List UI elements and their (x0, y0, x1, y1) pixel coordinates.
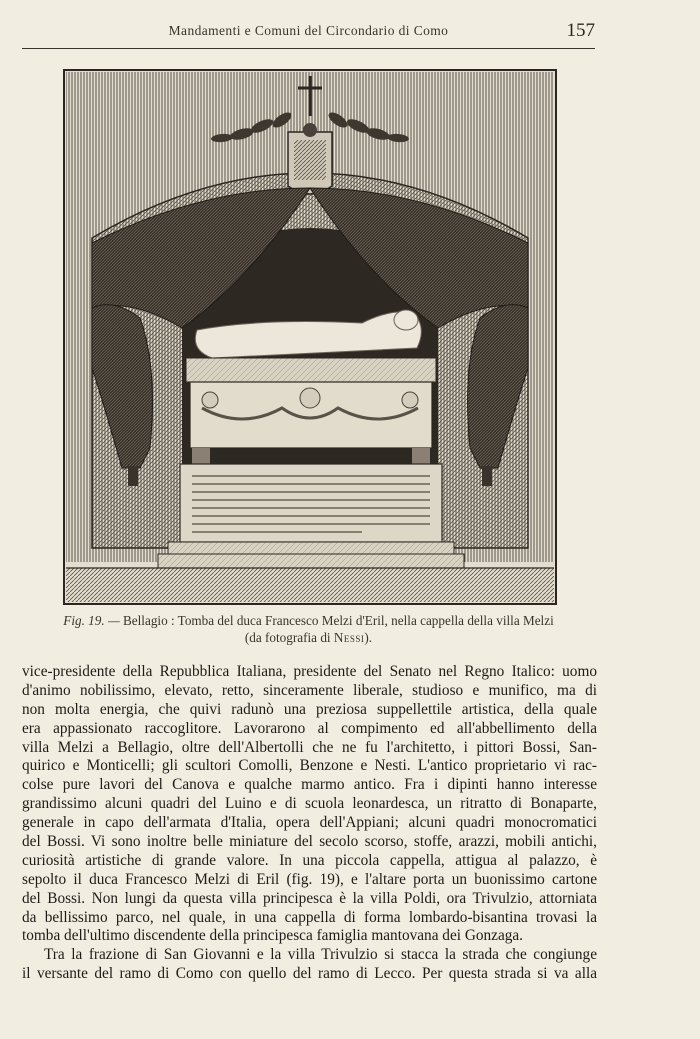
cherub-head-right (402, 392, 418, 408)
tomb-illustration (62, 68, 558, 606)
body-text (22, 663, 597, 984)
text-line: era appassionato raccoglitore. Lavorarono al compimento ed all'abbellimento della (22, 719, 597, 737)
text-line: curiosità artistiche di grande valore. In una piccola cappella, attigua al palazzo, è (22, 851, 597, 869)
text-line: tomba dell'ultimo discendente della principesca famiglia mantovana dei Gonzaga. (22, 927, 524, 945)
text-line: d'animo nobilissimo, elevato, retto, sinceramente liberale, studioso e munifico, ma di (22, 681, 597, 699)
floor (66, 568, 554, 602)
page-number: 157 (566, 20, 595, 41)
cherub-head (300, 388, 320, 408)
text-line: grandissimo alcuni quadri del Luino e di scuola leonardesca, un ritratto di Bonaparte, (22, 795, 597, 813)
text-line: generale in capo dell'armata d'Italia, opera dell'Appiani; alcuni quadri monocromatici (22, 814, 597, 832)
step-upper (168, 542, 454, 554)
cherub-head-left (202, 392, 218, 408)
step-lower (158, 554, 464, 568)
running-title: Mandamenti e Comuni del Circondario di Como (168, 23, 449, 38)
photographer-name: Nessi (333, 630, 365, 645)
text-line: il versante del ramo di Como con quello del ramo di Lecco. Per questa strada si va alla (22, 965, 597, 983)
figure-label: Fig. 19. — (63, 613, 120, 628)
text-line: sepolto il duca Francesco Melzi di Eril (fig. 19), e l'altare porta un buonissimo cartone (22, 870, 597, 888)
page-header (22, 20, 595, 49)
coat-of-arms (288, 123, 332, 194)
sarcophagus-lid (186, 358, 436, 382)
text-line: Tra la frazione di San Giovanni e la villa Trivulzio si stacca la strada che congiunge (44, 946, 597, 964)
caption-line-1 (22, 612, 595, 629)
caption-text: Bellagio : Tomba del duca Francesco Melzi d'Eril, nella cappella della villa Melzi (122, 613, 554, 628)
caption-line-2: (da fotografia di Nessi). (244, 630, 373, 645)
text-line: colse pure lavori del Canova e qualche marmo antico. Fra i dipinti hanno interesse (22, 776, 597, 794)
text-line: da bellissimo parco, nel quale, in una cappella di forma lombardo-bisantina trovasi la (22, 908, 597, 926)
text-line: quirico e Monticelli; gli scultori Comolli, Benzone e Nesti. L'antico proprietario vi rac- (22, 757, 597, 775)
text-line: del Bossi. Vi sono inoltre belle miniature del secolo scorso, stoffe, arazzi, mobili antichi, (22, 833, 597, 851)
text-line: villa Melzi a Bellagio, oltre dell'Albertolli che ne fu l'architetto, i pittori Bossi, San- (22, 738, 597, 756)
figure-caption (22, 612, 595, 646)
text-line: del Bossi. Non lungi da questa villa principesca è la villa Poldi, ora Trivulzio, attorniata (22, 889, 597, 907)
text-line: non molta energia, che quivi radunò una preziosa suppellettile artistica, della quale (22, 700, 597, 718)
text-line: vice-presidente della Repubblica Italiana, presidente del Senato nel Regno Italico: uomo (22, 663, 597, 680)
